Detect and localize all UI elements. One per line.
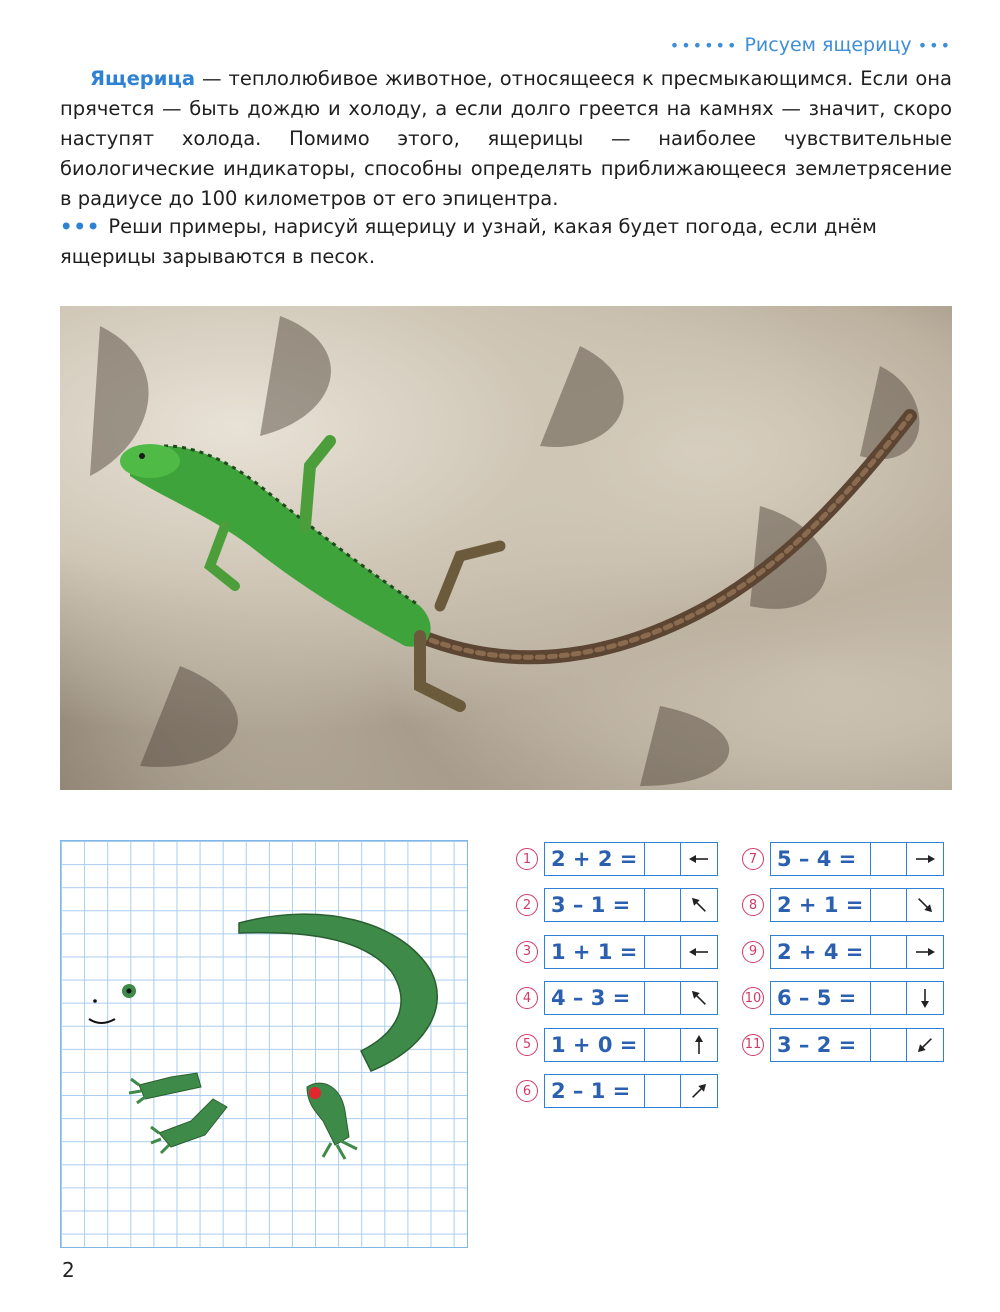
example-expression: 6 – 5 = bbox=[771, 982, 871, 1014]
example-expression: 2 + 2 = bbox=[545, 843, 645, 875]
example-row bbox=[742, 1028, 944, 1062]
answer-cell[interactable] bbox=[871, 843, 907, 875]
example-number: 7 bbox=[742, 848, 764, 870]
answer-cell[interactable] bbox=[871, 1029, 907, 1061]
direction-arrow-icon bbox=[907, 936, 943, 968]
example-row bbox=[742, 935, 944, 969]
example-row bbox=[516, 842, 718, 876]
answer-cell[interactable] bbox=[871, 936, 907, 968]
lizard-body bbox=[130, 446, 431, 647]
nostril-piece bbox=[93, 999, 97, 1003]
page-header bbox=[670, 34, 952, 56]
example-cells bbox=[544, 981, 718, 1015]
header-title: Рисуем ящерицу bbox=[744, 34, 912, 56]
example-cells bbox=[544, 888, 718, 922]
example-row bbox=[742, 981, 944, 1015]
direction-arrow-icon bbox=[681, 936, 717, 968]
answer-cell[interactable] bbox=[871, 889, 907, 921]
task-bullet: ••• bbox=[60, 215, 101, 238]
example-number: 10 bbox=[742, 987, 764, 1009]
example-expression: 1 + 1 = bbox=[545, 936, 645, 968]
direction-arrow-icon bbox=[681, 889, 717, 921]
lizard-parts-illustration bbox=[61, 841, 467, 1247]
example-row bbox=[516, 1028, 718, 1062]
intro-paragraph bbox=[60, 64, 952, 214]
example-expression: 2 + 1 = bbox=[771, 889, 871, 921]
lizard-head bbox=[120, 444, 180, 478]
example-expression: 4 – 3 = bbox=[545, 982, 645, 1014]
example-cells bbox=[544, 842, 718, 876]
drawing-grid[interactable] bbox=[60, 840, 468, 1248]
example-cells bbox=[544, 935, 718, 969]
example-row bbox=[516, 981, 718, 1015]
example-expression: 2 + 4 = bbox=[771, 936, 871, 968]
example-row bbox=[742, 842, 944, 876]
example-row bbox=[516, 888, 718, 922]
example-expression: 2 – 1 = bbox=[545, 1075, 645, 1107]
task-instruction bbox=[60, 212, 952, 272]
task-text: Реши примеры, нарисуй ящерицу и узнай, какая будет погода, если днём ящерицы зарываются в песок. bbox=[60, 215, 877, 268]
example-number: 6 bbox=[516, 1080, 538, 1102]
lizard-photo-illustration bbox=[60, 306, 952, 790]
example-cells bbox=[544, 1074, 718, 1108]
tail-piece bbox=[239, 914, 437, 1071]
front-leg-piece-1 bbox=[139, 1073, 201, 1099]
example-row bbox=[516, 1074, 718, 1108]
answer-cell[interactable] bbox=[871, 982, 907, 1014]
example-number: 5 bbox=[516, 1034, 538, 1056]
header-dots-right: ••• bbox=[917, 36, 952, 55]
direction-arrow-icon bbox=[907, 982, 943, 1014]
example-expression: 1 + 0 = bbox=[545, 1029, 645, 1061]
direction-arrow-icon bbox=[681, 843, 717, 875]
example-expression: 3 – 1 = bbox=[545, 889, 645, 921]
direction-arrow-icon bbox=[681, 982, 717, 1014]
intro-keyword: Ящерица bbox=[90, 67, 196, 90]
example-row bbox=[516, 935, 718, 969]
example-cells bbox=[770, 935, 944, 969]
example-row bbox=[742, 888, 944, 922]
page-number: 2 bbox=[62, 1258, 75, 1282]
example-number: 8 bbox=[742, 894, 764, 916]
example-number: 2 bbox=[516, 894, 538, 916]
direction-arrow-icon bbox=[907, 1029, 943, 1061]
answer-cell[interactable] bbox=[645, 1029, 681, 1061]
example-expression: 5 – 4 = bbox=[771, 843, 871, 875]
example-number: 9 bbox=[742, 941, 764, 963]
intro-text: — теплолюбивое животное, относящееся к пресмыкающимся. Если она прячется — быть дождю и холоду, а если долго греется на камнях — значит, скоро наступят холода. Помимо этого, ящерицы — наиболее чувствительные биологические индикаторы, способны определять приближающееся землетрясение в радиусе до 100 километров от его эпицентра. bbox=[60, 67, 952, 210]
direction-arrow-icon bbox=[681, 1075, 717, 1107]
example-number: 11 bbox=[742, 1034, 764, 1056]
mouth-piece bbox=[89, 1019, 115, 1023]
example-number: 1 bbox=[516, 848, 538, 870]
direction-arrow-icon bbox=[907, 889, 943, 921]
answer-cell[interactable] bbox=[645, 982, 681, 1014]
answer-cell[interactable] bbox=[645, 936, 681, 968]
example-cells bbox=[770, 842, 944, 876]
answer-cell[interactable] bbox=[645, 1075, 681, 1107]
answer-cell[interactable] bbox=[645, 843, 681, 875]
example-cells bbox=[770, 888, 944, 922]
example-number: 4 bbox=[516, 987, 538, 1009]
front-leg-piece-2 bbox=[159, 1099, 227, 1147]
example-cells bbox=[544, 1028, 718, 1062]
direction-arrow-icon bbox=[907, 843, 943, 875]
lizard-tail bbox=[420, 416, 910, 657]
example-expression: 3 – 2 = bbox=[771, 1029, 871, 1061]
example-cells bbox=[770, 981, 944, 1015]
lizard-photo bbox=[60, 306, 952, 790]
example-number: 3 bbox=[516, 941, 538, 963]
example-cells bbox=[770, 1028, 944, 1062]
direction-arrow-icon bbox=[681, 1029, 717, 1061]
header-dots-left: •••••• bbox=[669, 36, 739, 55]
answer-cell[interactable] bbox=[645, 889, 681, 921]
